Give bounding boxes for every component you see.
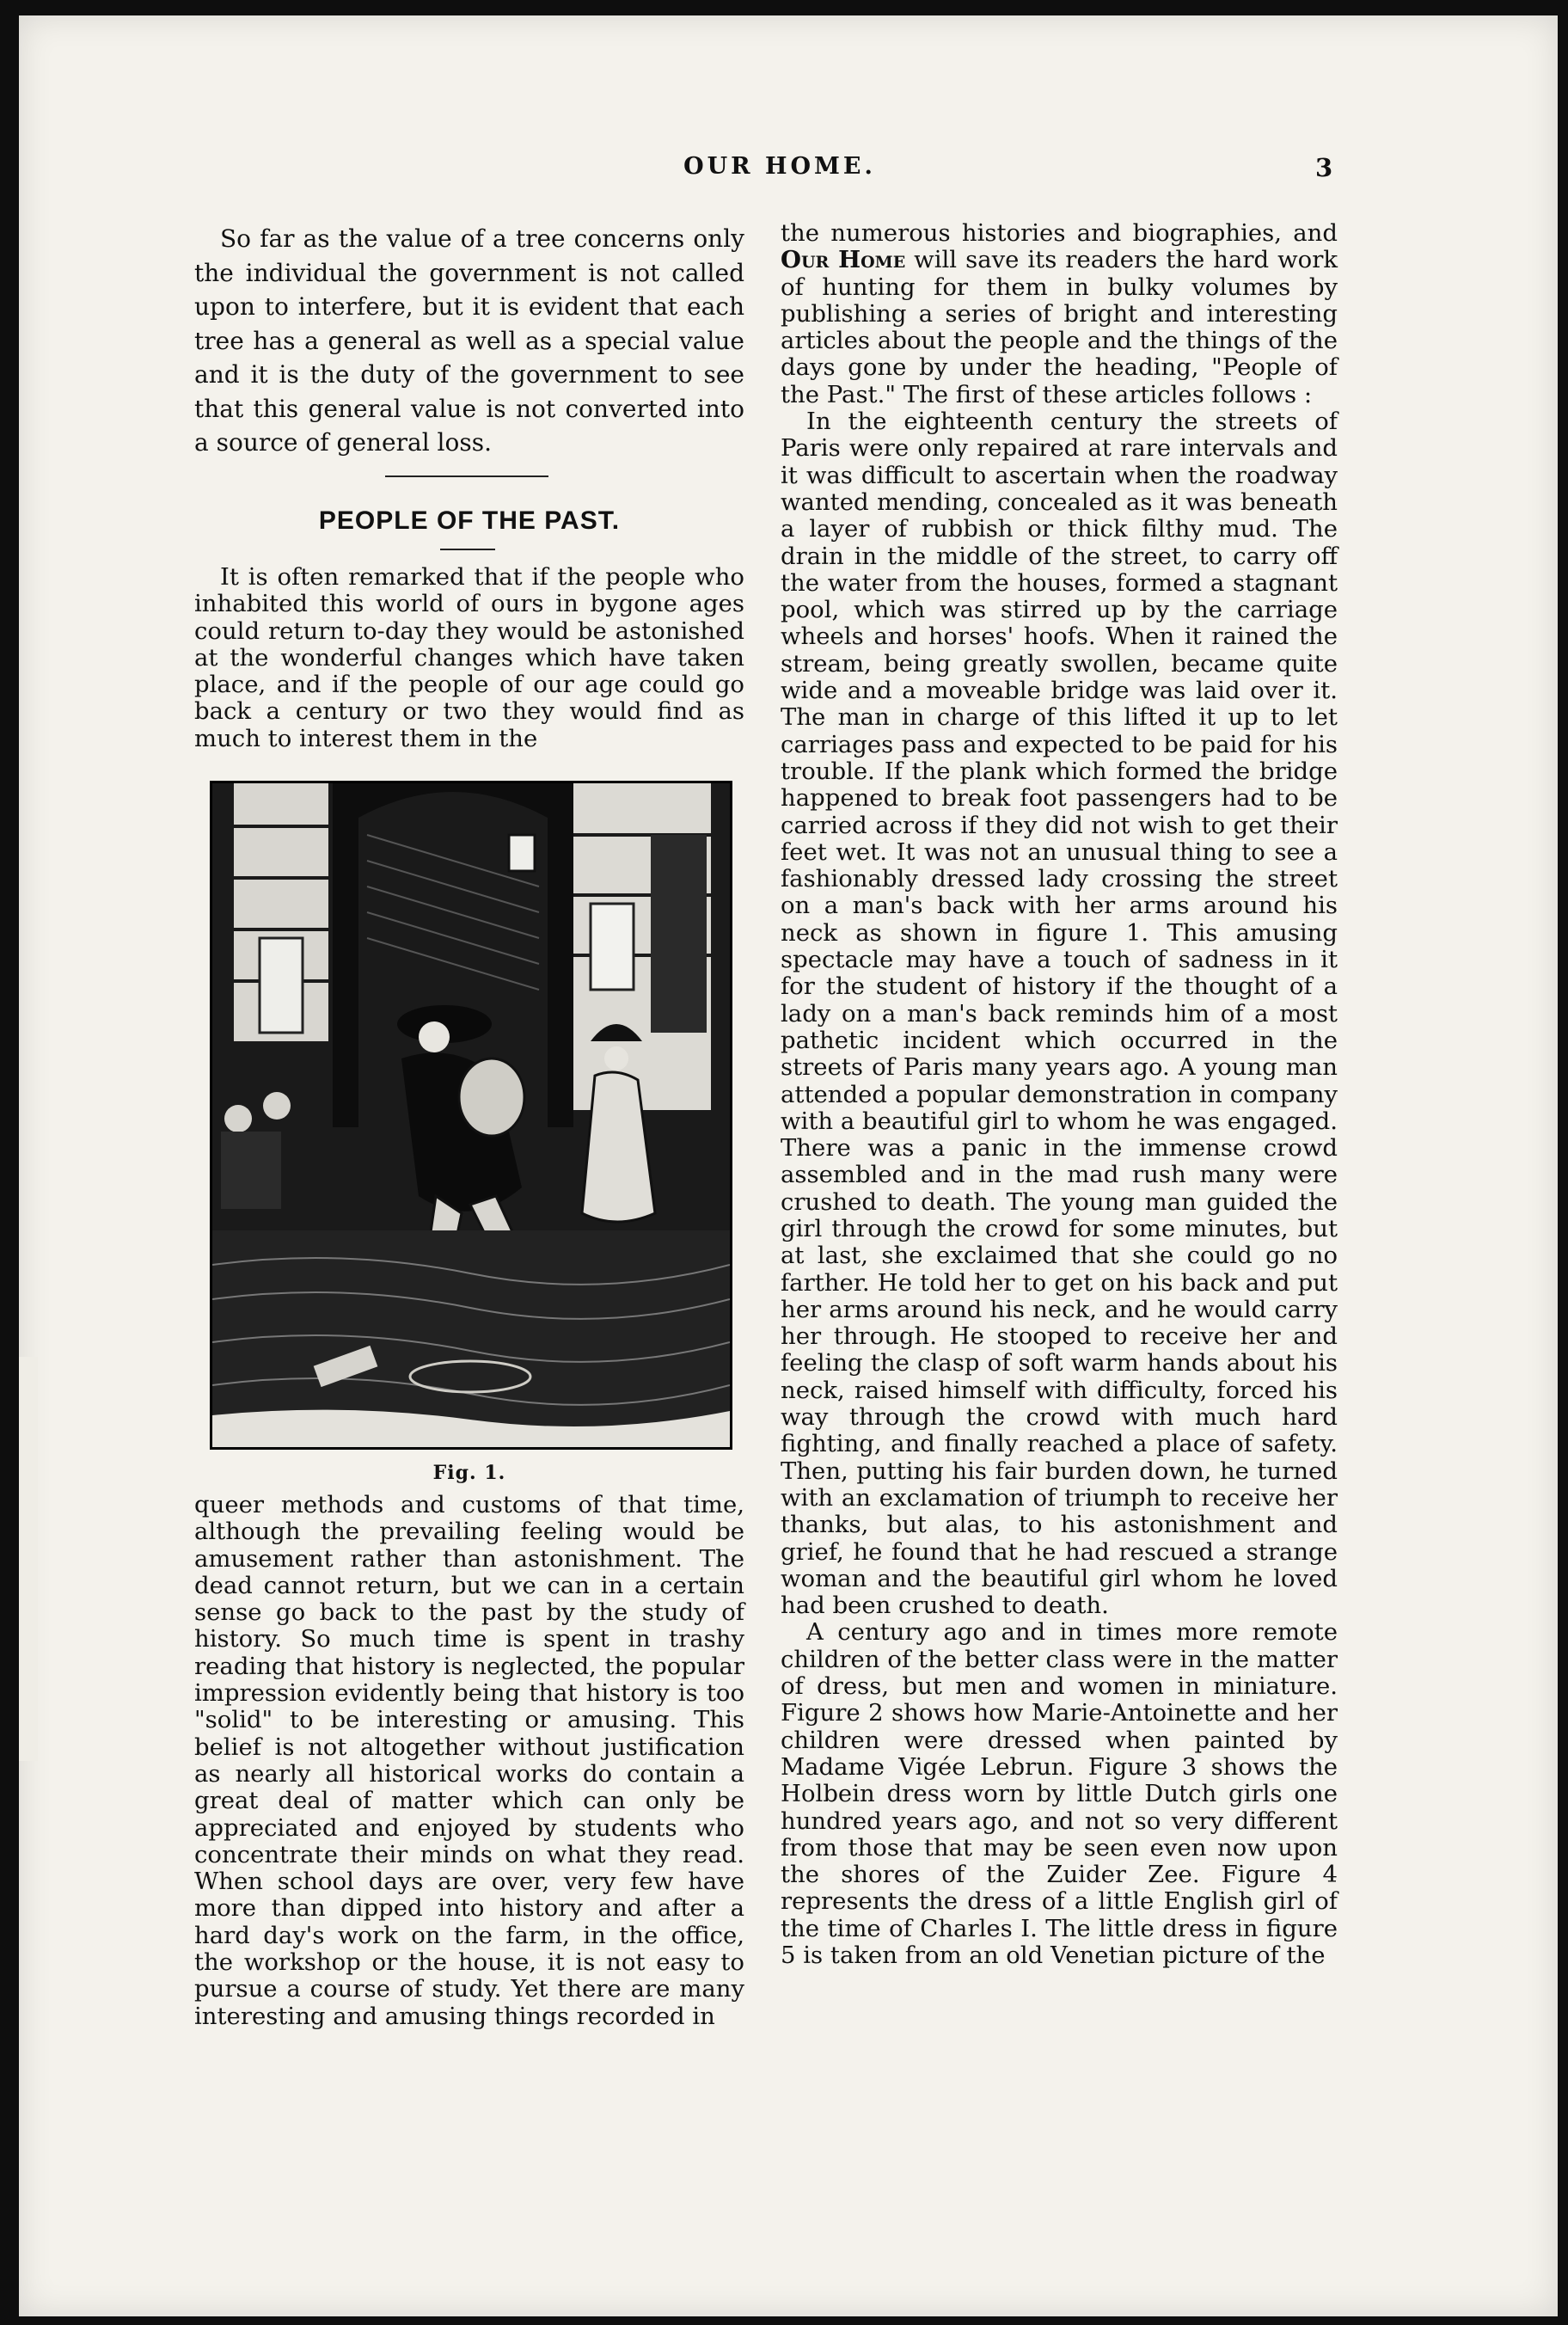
figure-caption: Fig. 1. [432, 1462, 506, 1484]
title-underline [440, 549, 495, 550]
intro-paragraph-block [194, 222, 744, 460]
continuation-paragraph: queer methods and customs of that time, although the prevailing feeling would be amusement rather than astonishment. The dead cannot return, but we can in a certain sense go back to the past by the study of history. So much time is spent in trashy reading that history is neglected, the popular impression evidently being that history is too "solid" to be interesting or amusing. This belief is not altogether without justification as nearly all historical works do contain a great deal of matter which can only be appreciated and enjoyed by students who concentrate their minds on what they read. When school days are over, very few have more than dipped into history and after a hard day's work on the farm, in the office, the workshop or the house, it is not easy to pursue a course of study. Yet there are many interesting and amusing things recorded in [194, 1491, 744, 2030]
section-title: PEOPLE OF THE PAST. [318, 506, 621, 535]
opening-paragraph: It is often remarked that if the people who inhabited this world of ours in bygone ages could return to-day they would be astonished at the wonderful changes which have taken place, and if the people of our age could go back a century or two they would find as much to interest them in the [194, 563, 744, 752]
opening-paragraph-block [194, 564, 744, 752]
paragraph-children-dress: A century ago and in times more remote children of the better class were in the matter of dress, but men and women in miniature. Figure 2 shows how Marie-Antoinette and her children were dressed when painted by Madame Vigée Lebrun. Figure 3 shows the Holbein dress worn by little Dutch girls one hundred years ago, and not so very different from those that may be seen even now upon the shores of the Zuider Zee. Figure 4 represents the dress of a little English girl of the time of Charles I. The little dress in figure 5 is taken from an old Venetian picture of the [781, 1618, 1338, 1969]
right-continuation-b: will save its readers the hard work of hunting for them in bulky volumes by publishing a series of bright and interesting articles about the people and the things of the days gone by under the heading, "People of the Past." The first of these articles follows : [781, 246, 1338, 408]
section-divider [385, 475, 548, 477]
intro-paragraph: So far as the value of a tree concerns only the individual the government is not called upon to interfere, but it is evident that each tree has a general as well as a special value and it is the duty of the government to see that this general value is not converted into a source of general loss. [194, 224, 744, 457]
right-continuation [781, 220, 1338, 408]
running-head: OUR HOME. [683, 153, 876, 180]
figure-1-engraving [210, 781, 732, 1450]
right-continuation-a: the numerous histories and biographies, and [781, 219, 1338, 247]
right-column [781, 220, 1338, 1969]
continuation-paragraph-block [194, 1492, 744, 2030]
paragraph-paris-streets: In the eighteenth century the streets of Paris were only repaired at rare intervals and it was difficult to ascertain when the roadway wanted mending, concealed as it was beneath a layer of rubbish or thick filthy mud. The drain in the middle of the street, to carry off the water from the houses, formed a stagnant pool, which was stirred up by the carriage wheels and horses' hoofs. When it rained the stream, being greatly swollen, became quite wide and a moveable bridge was laid over it. The man in charge of this lifted it up to let carriages pass and expected to be paid for his trouble. If the plank which formed the bridge happened to break foot passengers had to be carried across if they did not wish to get their feet wet. It was not an unusual thing to see a fashionably dressed lady crossing the street on a man's back with her arms around his neck as shown in figure 1. This amusing spectacle may have a touch of sadness in it for the student of history if the thought of a lady on a man's back reminds him of a most pathetic incident which occurred in the streets of Paris many years ago. A young man attended a popular demonstration in company with a beautiful girl to whom he was engaged. There was a panic in the immense crowd assembled and in the mad rush many were crushed to death. The young man guided the girl through the crowd for some minutes, but at last, she exclaimed that she could go no farther. He told her to get on his back and put her arms around his neck, and he would carry her through. He stooped to receive her and feeling the clasp of soft warm hands about his neck, raised himself with difficulty, forced his way through the crowd with much hard fighting, and finally reached a place of safety. Then, putting his fair burden down, he turned with an exclamation of triumph to receive her thanks, but alas, to his astonishment and grief, he found that he had rescued a strange woman and the beautiful girl whom he loved had been crushed to death. [781, 408, 1338, 1620]
engraving-illustration [212, 783, 730, 1447]
page-edge-tab [19, 1357, 38, 1761]
page-number: 3 [1315, 153, 1333, 182]
magazine-name: Our Home [781, 246, 906, 274]
